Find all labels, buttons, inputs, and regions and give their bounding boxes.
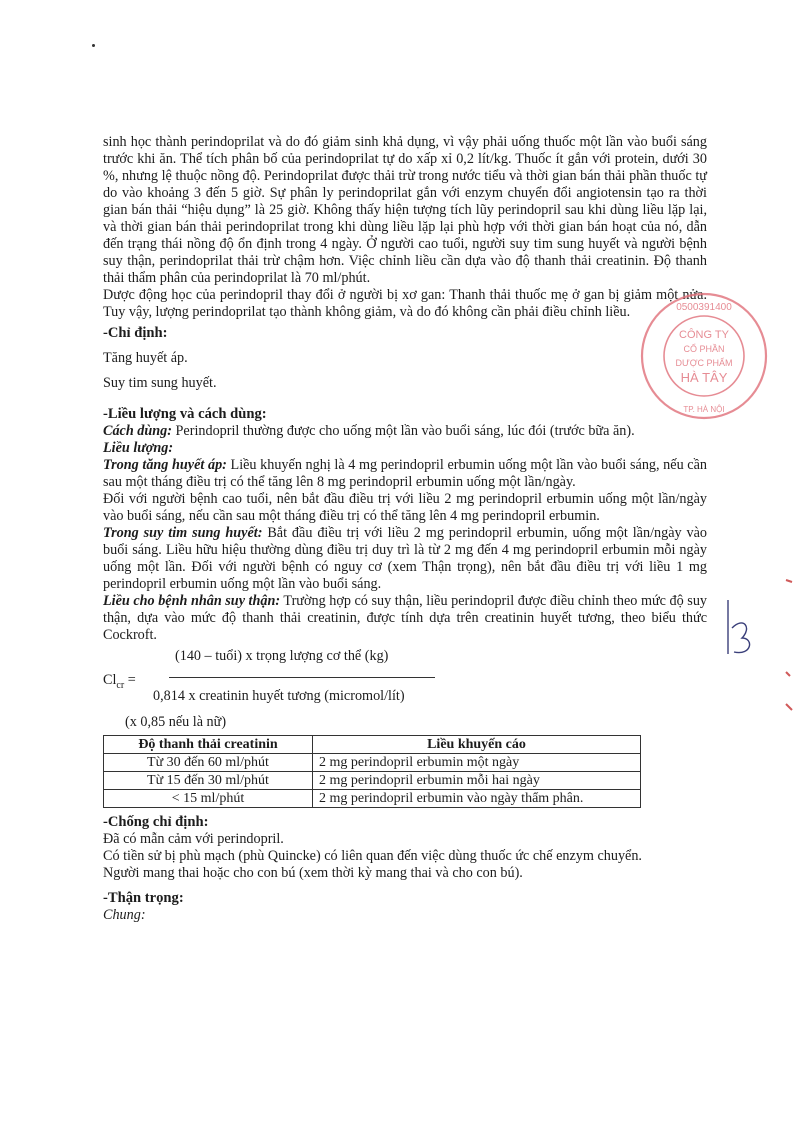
svg-text:HÀ TÂY: HÀ TÂY [680, 370, 728, 385]
document-page [103, 134, 707, 924]
heart-failure-label: Trong suy tim sung huyết: [103, 525, 263, 541]
indication-item: Suy tim sung huyết. [103, 375, 217, 391]
formula-numerator: (140 – tuổi) x trọng lượng cơ thể (kg) [175, 648, 389, 664]
svg-text:CỔ PHẦN: CỔ PHẦN [683, 344, 725, 354]
table-cell: Từ 15 đến 30 ml/phút [104, 772, 313, 790]
hypertension-paragraph [103, 457, 707, 491]
table-cell: < 15 ml/phút [104, 790, 313, 808]
precautions-subheading: Chung: [103, 907, 146, 923]
table-cell: 2 mg perindopril erbumin một ngày [313, 754, 641, 772]
usage-label: Cách dùng: [103, 423, 172, 439]
contraindication-item: Người mang thai hoặc cho con bú (xem thời kỳ mang thai và cho con bú). [103, 865, 523, 881]
contraindications-heading: -Chống chỉ định: [103, 814, 209, 830]
table-header-row [104, 736, 641, 754]
renal-dose-table [103, 735, 641, 808]
renal-paragraph [103, 593, 707, 644]
svg-text:DƯỢC PHẨM: DƯỢC PHẨM [675, 358, 733, 368]
formula-lhs-subscript: cr [116, 679, 125, 691]
handwritten-signature [722, 598, 762, 668]
page-dot [92, 44, 95, 47]
usage-text: Perindopril thường được cho uống một lần vào buổi sáng, lúc đói (trước bữa ăn). [171, 423, 635, 439]
fraction-bar [169, 677, 435, 678]
svg-text:TP. HÀ NỘI: TP. HÀ NỘI [683, 405, 725, 414]
formula-lhs-symbol: Cl [103, 672, 117, 688]
heart-failure-text: Bắt đầu điều trị với liều 2 mg perindopril erbumin, uống một lần/ngày vào buổi sáng. Liều hữu hiệu thường dùng điều trị duy trì là từ 2 mg đến 4 mg perindopril erbumin mỗi ngày uống một lần. Đối với người bệnh có nguy cơ (xem Thận trọng), nên bắt đầu điều trị với liều 1 mg perindopril erbumin uống một lần vào buổi sáng. [103, 525, 707, 592]
formula-note: (x 0,85 nếu là nữ) [125, 714, 227, 730]
usage-paragraph [103, 423, 707, 440]
table-cell: 2 mg perindopril erbumin vào ngày thẩm phân. [313, 790, 641, 808]
cirrhosis-paragraph: Dược động học của perindopril thay đổi ở người bị xơ gan: Thanh thải thuốc mẹ ở gan bị giảm một nửa. Tuy vậy, lượng perindoprilat tạo thành không giảm, và do đó không cần phải điều chỉnh liều. [103, 287, 707, 320]
table-cell: Từ 30 đến 60 ml/phút [104, 754, 313, 772]
indications-heading: -Chỉ định: [103, 325, 168, 341]
table-row [104, 772, 641, 790]
formula-denominator: 0,814 x creatinin huyết tương (micromol/lít) [153, 688, 405, 704]
svg-text:0500391400: 0500391400 [676, 302, 732, 313]
renal-label: Liều cho bệnh nhân suy thận: [103, 593, 281, 609]
table-header: Liều khuyến cáo [313, 736, 641, 754]
table-header: Độ thanh thải creatinin [104, 736, 313, 754]
hypertension-text: Liều khuyến nghị là 4 mg perindopril erbumin uống một lần vào buổi sáng, nếu cần sau một tháng điều trị có thể tăng lên 8 mg perindopril erbumin uống một lần/ngày. [103, 457, 707, 490]
table-cell: 2 mg perindopril erbumin mỗi hai ngày [313, 772, 641, 790]
svg-text:CÔNG TY: CÔNG TY [679, 329, 729, 341]
dosage-heading: -Liều lượng và cách dùng: [103, 406, 267, 422]
renal-text: Trường hợp có suy thận, liều perindopril được điều chỉnh theo mức độ suy thận, dựa vào mức độ thanh thải creatinin, được tính dựa trên creatinin huyết tương, theo biểu thức Cockroft. [103, 593, 708, 643]
elderly-paragraph: Đối với người bệnh cao tuổi, nên bắt đầu điều trị với liều 2 mg perindopril erbumin uống một lần/ngày vào buổi sáng, nếu cần sau một tháng điều trị có thể tăng lên 4 mg perindopril erbumin. [103, 491, 707, 524]
contraindication-item: Có tiền sử bị phù mạch (phù Quincke) có liên quan đến việc dùng thuốc ức chế enzym chuyển. [103, 848, 642, 864]
company-seal-stamp [636, 288, 772, 424]
cockcroft-formula [103, 648, 707, 714]
contraindication-item: Đã có mẫn cảm với perindopril. [103, 831, 284, 847]
dose-subheading: Liều lượng: [103, 440, 174, 456]
formula-equals: = [124, 672, 136, 688]
edge-marks [782, 576, 796, 726]
formula-lhs [103, 672, 136, 691]
hypertension-label: Trong tăng huyết áp: [103, 457, 227, 473]
indication-item: Tăng huyết áp. [103, 350, 188, 366]
table-row [104, 754, 641, 772]
heart-failure-paragraph [103, 525, 707, 593]
table-row [104, 790, 641, 808]
precautions-heading: -Thận trọng: [103, 890, 184, 906]
pharmacokinetics-paragraph: sinh học thành perindoprilat và do đó giảm sinh khả dụng, vì vậy phải uống thuốc một lần vào buổi sáng trước khi ăn. Thể tích phân bố của perindoprilat tự do xấp xỉ 0,2 lít/kg. Thuốc ít gắn với protein, dưới 30 %, nhưng lệ thuộc nồng độ. Perindoprilat được thải trừ trong nước tiểu và thời gian bán thải phần thuốc tự do vào khoảng 3 đến 5 giờ. Sự phân ly perindoprilat gắn với enzym chuyển đổi angiotensin tạo ra thời gian bán thải “hiệu dụng” là 25 giờ. Không thấy hiện tượng tích lũy perindopril sau khi dùng liều lặp lại, và thời gian bán thải perindoprilat trong khi dùng liều lặp lại phù hợp với thời gian bán hoạt của nó, dẫn đến trạng thái nồng độ ổn định trong 4 ngày. Ở người cao tuổi, người suy tim sung huyết và người bệnh suy thận, perindoprilat thải trừ chậm hơn. Việc chỉnh liều cần dựa vào độ thanh thải creatinin. Độ thanh thải thẩm phân của perindoprilat là 70 ml/phút. [103, 134, 707, 286]
